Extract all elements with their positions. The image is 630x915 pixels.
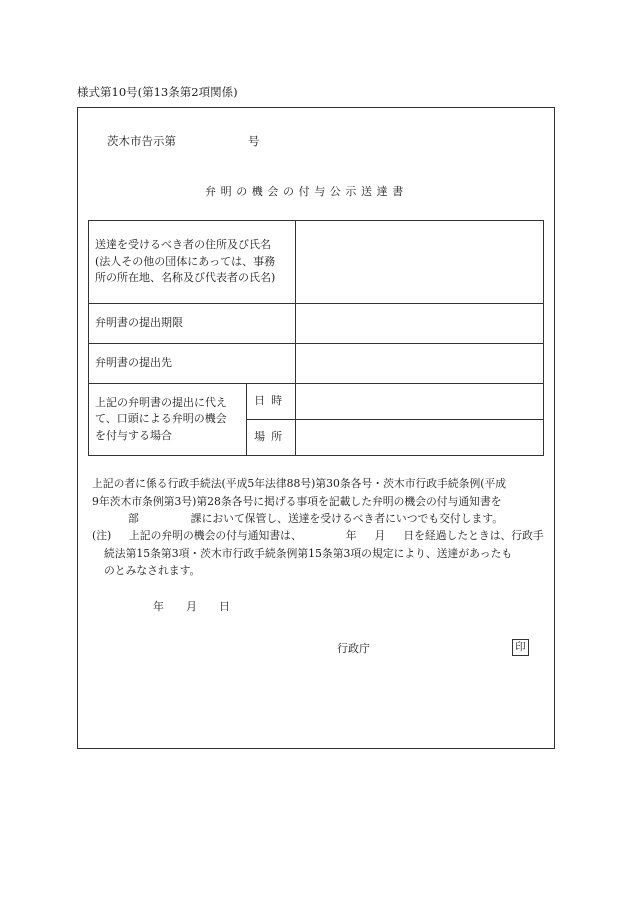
body-line-3: 部 課において保管し、送達を受けるべき者にいつでも交付します。 xyxy=(128,512,504,525)
place-label: 場所 xyxy=(247,420,296,456)
destination-value xyxy=(296,344,544,384)
seal-mark: 印 xyxy=(512,639,529,656)
deadline-row xyxy=(89,304,544,344)
destination-row xyxy=(89,344,544,384)
body-line-2: 9年茨木市条例第3号)第28条各号に掲げる事項を記載した弁明の機会の付与通知書を xyxy=(92,495,502,508)
form-number: 様式第10号(第13条第2項関係) xyxy=(77,85,238,99)
body-line-1: 上記の者に係る行政手続法(平成5年法律88号)第30条各号・茨木市行政手続条例(平成 xyxy=(92,477,507,490)
place-value xyxy=(296,420,544,456)
authority-label: 行政庁 xyxy=(337,642,370,655)
deadline-value xyxy=(296,304,544,344)
notice-number xyxy=(107,133,260,149)
date-line: 年 月 日 xyxy=(153,600,230,613)
notice-prefix: 茨木市告示第 xyxy=(107,134,176,148)
recipient-value xyxy=(296,221,544,304)
notice-suffix: 号 xyxy=(248,134,260,148)
deadline-label: 弁明書の提出期限 xyxy=(89,304,296,344)
oral-hearing-label: 上記の弁明書の提出に代え て、口頭による弁明の機会 を付与する場合 xyxy=(89,384,247,456)
details-table xyxy=(88,220,544,456)
datetime-value xyxy=(296,384,544,420)
destination-label: 弁明書の提出先 xyxy=(89,344,296,384)
document-title: 弁明の機会の付与公示送達書 xyxy=(205,185,408,198)
recipient-label: 送達を受けるべき者の住所及び氏名 (法人その他の団体にあっては、事務 所の所在地、名称及び代表者の氏名) xyxy=(89,221,296,304)
note-line-3: のとみなされます。 xyxy=(104,564,201,577)
note-mark: (注) xyxy=(92,529,112,542)
oral-datetime-row xyxy=(89,384,544,420)
datetime-label: 日時 xyxy=(247,384,296,420)
note-line-2: 続法第15条第3項・茨木市行政手続条例第15条第3項の規定により、送達があったも xyxy=(104,547,513,560)
recipient-row xyxy=(89,221,544,304)
note-line-1: 上記の弁明の機会の付与通知書は、 年 月 日を経過したときは、行政手 xyxy=(129,529,544,542)
